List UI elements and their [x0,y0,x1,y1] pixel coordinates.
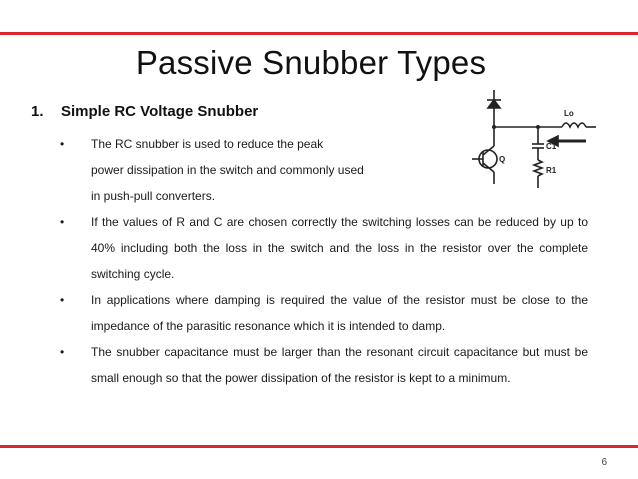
bullet-marker: • [60,137,65,151]
section-number: 1. [31,103,44,120]
diode-icon [488,100,500,108]
bullet-text: The snubber capacitance must be larger than the resonant circuit capacitance but must be small enough so that the power dissipation of the resistor is kept to a minimum. [91,345,588,385]
bullet-text [91,131,391,209]
inductor-label: Lo [564,109,574,118]
inductor-icon [562,123,586,127]
bullet-text: In applications where damping is required the value of the resistor must be close to the impedance of the parasitic resonance which it is intended to damp. [91,293,588,333]
resistor-label: R1 [546,166,557,175]
junction-dot [536,125,540,129]
slide-title-text: Passive Snubber Types [135,44,487,81]
transistor-label: Q [499,155,506,164]
rc-snubber-circuit-diagram [452,88,598,194]
top-accent-bar [0,32,638,35]
bullet-line: The RC snubber is used to reduce the peak [91,137,324,151]
bullet-item [60,209,588,287]
bullet-line: power dissipation in the switch and commonly used [91,163,364,177]
bullet-text: If the values of R and C are chosen correctly the switching losses can be reduced by up to 40% including both the loss in the switch and the loss in the resistor over the complete switching cycle. [91,215,588,281]
capacitor-label: C1 [546,142,557,151]
bullet-line: in push-pull converters. [91,189,216,203]
bullet-marker: • [60,345,65,359]
slide-title [0,44,638,82]
bullet-item [60,287,588,339]
resistor-icon [534,160,542,176]
section-title: Simple RC Voltage Snubber [61,103,259,120]
bullet-marker: • [60,215,65,229]
bullet-item [60,339,588,391]
bullet-marker: • [60,293,65,307]
bottom-accent-bar [0,445,638,448]
section-heading [31,103,258,120]
junction-dot [492,125,496,129]
page-number: 6 [601,457,607,468]
